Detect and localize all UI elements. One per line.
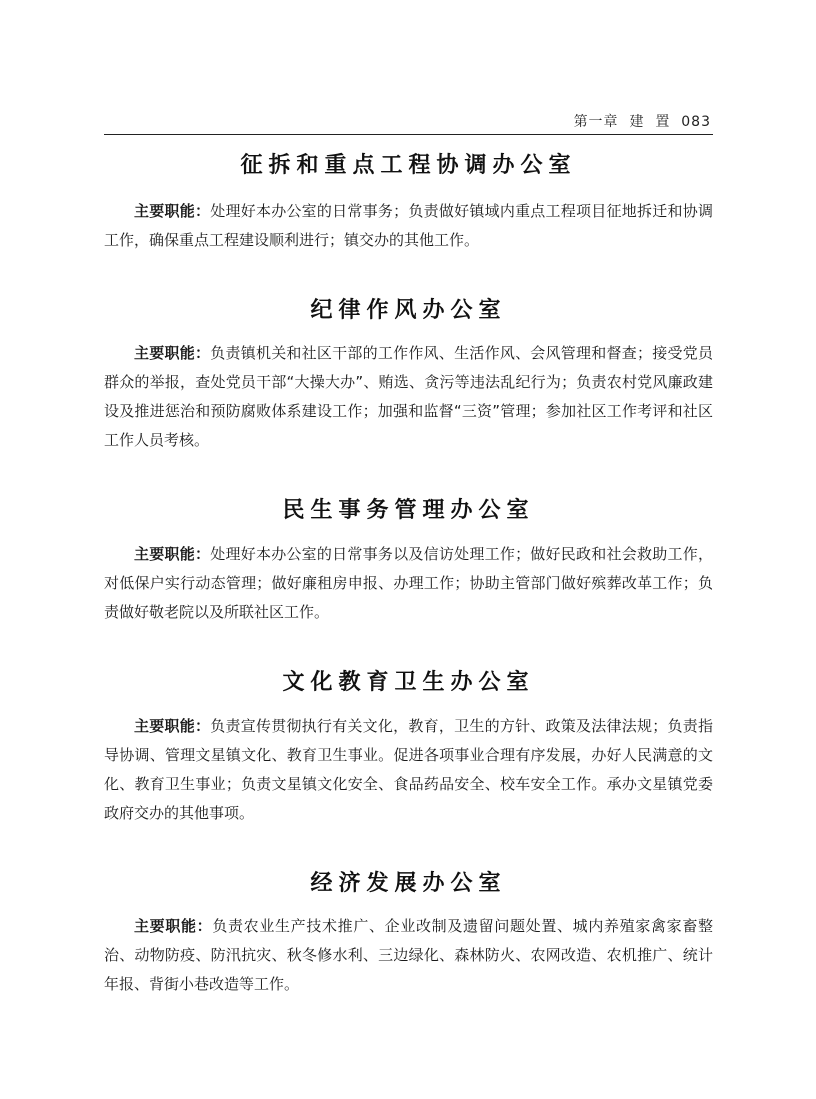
section-body-relocation-office [104,197,713,255]
duty-text: 处理好本办公室的日常事务；负责做好镇域内重点工程项目征地拆迁和协调工作，确保重点工程建设顺利进行；镇交办的其他工作。 [104,202,713,249]
duty-text: 负责镇机关和社区干部的工作作风、生活作风、会风管理和督查；接受党员群众的举报，查处党员干部“大操大办”、贿选、贪污等违法乱纪行为；负责农村党风廉政建设及推进惩治和预防腐败体系建设工作；加强和监督“三资”管理；参加社区工作考评和社区工作人员考核。 [104,344,713,449]
duty-label: 主要职能： [134,545,211,563]
duty-text: 负责农业生产技术推广、企业改制及遗留问题处置、城内养殖家禽家畜整治、动物防疫、防汛抗灾、秋冬修水利、三边绿化、森林防火、农网改造、农机推广、统计年报、背街小巷改造等工作。 [104,917,713,993]
section-body-livelihood-office [104,540,713,627]
duty-label: 主要职能： [134,717,211,735]
section-title-discipline-office: 纪律作风办公室 [310,298,507,323]
section-title-livelihood-office: 民生事务管理办公室 [282,498,535,523]
chapter-page-label: 第一章 建 置 083 [573,114,711,130]
duty-text: 处理好本办公室的日常事务以及信访处理工作；做好民政和社会救助工作，对低保户实行动态管理；做好廉租房申报、办理工作；协助主管部门做好殡葬改革工作；负责做好敬老院以及所联社区工作。 [104,545,713,621]
section-title-relocation-office: 征拆和重点工程协调办公室 [240,153,577,178]
section-body-discipline-office [104,339,713,455]
running-header [104,112,713,135]
duty-label: 主要职能： [134,202,211,220]
duty-text: 负责宣传贯彻执行有关文化，教育，卫生的方针、政策及法律法规；负责指导协调、管理文星镇文化、教育卫生事业。促进各项事业合理有序发展，办好人民满意的文化、教育卫生事业；负责文星镇文化安全、食品药品安全、校车安全工作。承办文星镇党委政府交办的其他事项。 [104,717,713,822]
section-title-culture-education-office: 文化教育卫生办公室 [282,670,535,695]
section-title-economic-office: 经济发展办公室 [310,871,507,896]
section-body-economic-office [104,912,713,999]
duty-label: 主要职能： [134,917,213,935]
section-body-culture-education-office [104,712,713,828]
duty-label: 主要职能： [134,344,211,362]
